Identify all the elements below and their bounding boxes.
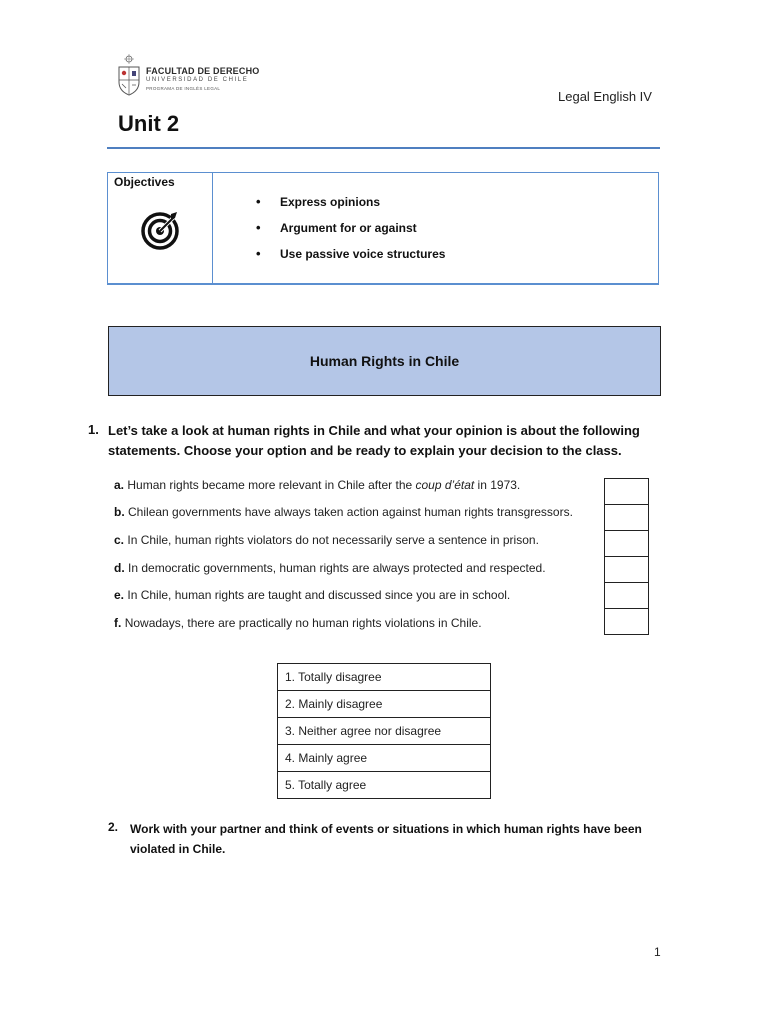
answer-box-a[interactable] <box>604 478 649 505</box>
objectives-label: Objectives <box>114 175 175 189</box>
question-2-text: Work with your partner and think of events or situations in which human rights have been violated in Chile. <box>130 822 642 856</box>
statement-text: Human rights became more relevant in Chile after the <box>127 478 416 492</box>
statement-letter: f. <box>114 616 122 630</box>
scale-option: 5. Totally agree <box>278 772 491 799</box>
statement-a <box>114 478 520 492</box>
question-2-number: 2. <box>108 820 119 834</box>
section-banner <box>108 326 661 396</box>
statement-letter: a. <box>114 478 125 492</box>
statement-letter: c. <box>114 533 125 547</box>
logo-title: FACULTAD DE DERECHO <box>146 66 260 76</box>
scale-option: 2. Mainly disagree <box>278 691 491 718</box>
table-row <box>278 664 491 691</box>
objective-item: • Argument for or against <box>256 215 445 241</box>
statement-d <box>114 561 546 575</box>
statement-f <box>114 616 482 630</box>
objectives-label-cell <box>108 173 213 283</box>
table-row <box>278 718 491 745</box>
table-row <box>278 691 491 718</box>
statement-text-end: in 1973. <box>474 478 521 492</box>
scale-option: 3. Neither agree nor disagree <box>278 718 491 745</box>
university-logo <box>116 54 260 98</box>
statement-letter: b. <box>114 505 125 519</box>
scale-option: 4. Mainly agree <box>278 745 491 772</box>
answer-box-f[interactable] <box>604 608 649 635</box>
question-1-number: 1. <box>88 422 99 437</box>
statement-emphasis: coup d’état <box>415 478 475 492</box>
objective-item: • Express opinions <box>256 189 445 215</box>
statement-letter: e. <box>114 588 125 602</box>
objectives-box <box>107 172 659 285</box>
objectives-list <box>256 189 445 267</box>
unit-title: Unit 2 <box>118 111 180 136</box>
header-divider <box>107 147 660 149</box>
statement-b <box>114 505 573 519</box>
university-crest-icon <box>116 54 142 96</box>
course-name: Legal English IV <box>558 89 652 104</box>
statement-text: In Chile, human rights are taught and discussed since you are in school. <box>127 588 511 602</box>
table-row <box>278 745 491 772</box>
statement-text: In Chile, human rights violators do not necessarily serve a sentence in prison. <box>127 533 539 547</box>
statement-e <box>114 588 510 602</box>
logo-program: PROGRAMA DE INGLÉS LEGAL <box>146 86 221 91</box>
table-row <box>278 772 491 799</box>
question-1-text: Let’s take a look at human rights in Chile and what your opinion is about the following statements. Choose your option and be ready to explain your decision to the class. <box>108 423 640 458</box>
statement-text: In democratic governments, human rights are always protected and respected. <box>128 561 546 575</box>
scale-option: 1. Totally disagree <box>278 664 491 691</box>
answer-box-e[interactable] <box>604 582 649 609</box>
answer-box-d[interactable] <box>604 556 649 583</box>
answer-boxes <box>604 478 649 635</box>
logo-subtitle: UNIVERSIDAD DE CHILE <box>146 77 249 83</box>
statement-c <box>114 533 539 547</box>
agreement-scale-table <box>277 663 491 799</box>
page-number: 1 <box>654 945 661 959</box>
statement-letter: d. <box>114 561 125 575</box>
statement-text: Nowadays, there are practically no human rights violations in Chile. <box>124 616 482 630</box>
statement-text: Chilean governments have always taken action against human rights transgressors. <box>128 505 573 519</box>
answer-box-c[interactable] <box>604 530 649 557</box>
target-icon <box>141 210 181 250</box>
objective-item: • Use passive voice structures <box>256 241 445 267</box>
banner-title: Human Rights in Chile <box>309 353 460 369</box>
answer-box-b[interactable] <box>604 504 649 531</box>
